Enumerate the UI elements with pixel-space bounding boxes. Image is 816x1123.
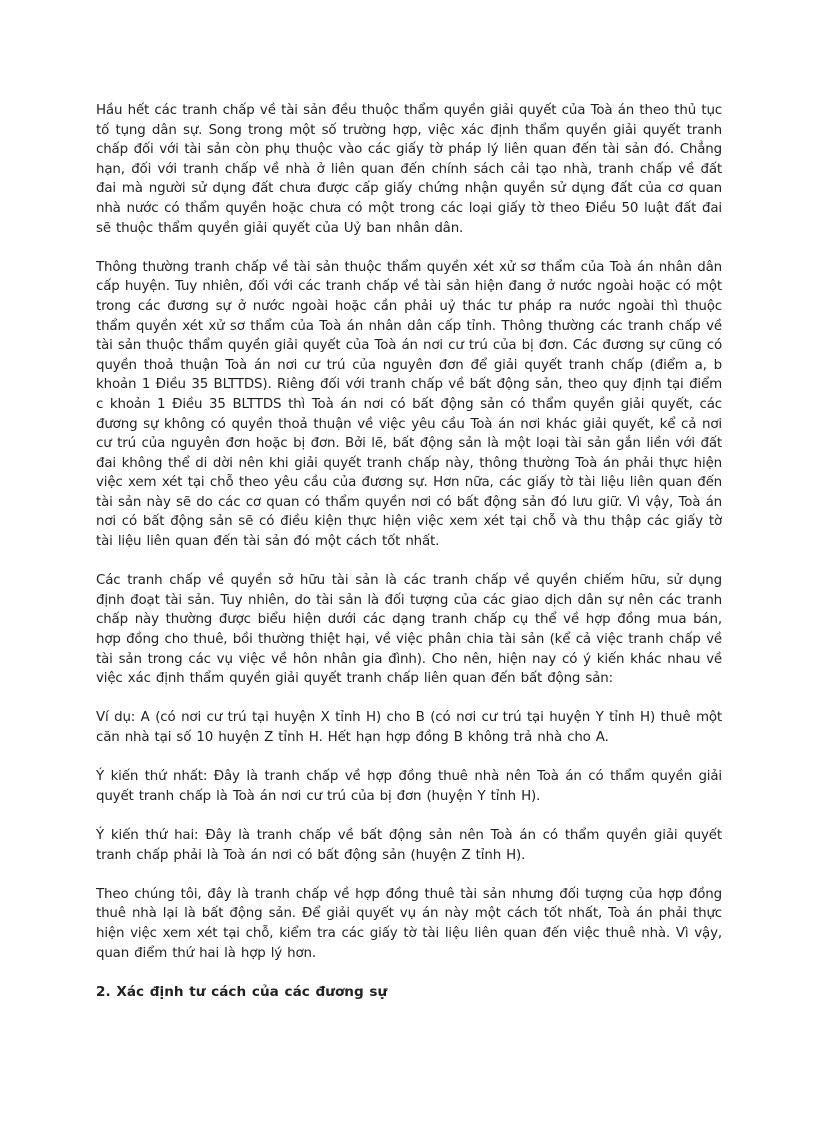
paragraph-ownership-disputes: Các tranh chấp về quyền sở hữu tài sản là các tranh chấp về quyền chiếm hữu, sử dụng định đoạt tài sản. Tuy nhiên, do tài sản là đối tượng của các giao dịch dân sự nên các tranh chấp này thường được biểu hiện dưới các dạng tranh chấp cụ thể về hợp đồng mua bán, hợp đồng cho thuê, bồi thường thiệt hại, về việc phân chia tài sản (kể cả việc tranh chấp về tài sản trong các vụ việc về hôn nhân gia đình). Cho nên, hiện nay có ý kiến khác nhau về việc xác định thẩm quyền giải quyết tranh chấp liên quan đến bất động sản: <box>96 573 722 687</box>
paragraph-first-instance-jurisdiction: Thông thường tranh chấp về tài sản thuộc thẩm quyền xét xử sơ thẩm của Toà án nhân dân cấp huyện. Tuy nhiên, đối với các tranh chấp về tài sản hiện đang ở nước ngoài hoặc có một trong các đương sự ở nước ngoài hoặc cần phải uỷ thác tư pháp ra nước ngoài thì thuộc thẩm quyền xét xử sơ thẩm của Toà án nhân dân cấp tỉnh. Thông thường các tranh chấp về tài sản thuộc thẩm quyền giải quyết của Toà án nơi cư trú của bị đơn. Các đương sự cũng có quyền thoả thuận Toà án nơi cư trú của nguyên đơn để giải quyết tranh chấp (điểm a, b khoản 1 Điều 35 BLTTDS). Riêng đối với tranh chấp về bất động sản, theo quy định tại điểm c khoản 1 Điều 35 BLTTDS thì Toà án nơi có bất động sản có thẩm quyền giải quyết, các đương sự không có quyền thoả thuận về việc yêu cầu Toà án nơi khác giải quyết, kể cả nơi cư trú của nguyên đơn hoặc bị đơn. Bởi lẽ, bất động sản là một loại tài sản gắn liền với đất đai không thể di dời nên khi giải quyết tranh chấp này, thông thường Toà án phải thực hiện việc xem xét tại chỗ theo yêu cầu của đương sự. Hơn nữa, các giấy tờ tài liệu liên quan đến tài sản này sẽ do các cơ quan có thẩm quyền nơi có bất động sản đó lưu giữ. Vì vậy, Toà án nơi có bất động sản sẽ có điều kiện thực hiện việc xem xét tại chỗ và thu thập các giấy tờ tài liệu liên quan đến tài sản đó một cách tốt nhất. <box>96 259 722 550</box>
paragraph-first-opinion: Ý kiến thứ nhất: Đây là tranh chấp về hợp đồng thuê nhà nên Toà án có thẩm quyền giải quyết tranh chấp là Toà án nơi cư trú của bị đơn (huyện Y tỉnh H). <box>96 769 722 804</box>
paragraph-second-opinion: Ý kiến thứ hai: Đây là tranh chấp về bất động sản nên Toà án có thẩm quyền giải quyết tranh chấp phải là Toà án nơi có bất động sản (huyện Z tỉnh H). <box>96 827 722 863</box>
paragraph-jurisdiction-overview: Hầu hết các tranh chấp về tài sản đều thuộc thẩm quyền giải quyết của Toà án theo thủ tục tố tụng dân sự. Song trong một số trường hợp, việc xác định thẩm quyền giải quyết tranh chấp đối với tài sản còn phụ thuộc vào các giấy tờ pháp lý liên quan đến tài sản đó. Chẳng hạn, đối với tranh chấp về nhà ở liên quan đến chính sách cải tạo nhà, tranh chấp về đất đai mà người sử dụng đất chưa được cấp giấy chứng nhận quyền sử dụng đất của cơ quan nhà nước có thẩm quyền hoặc chưa có một trong các loại giấy tờ theo Điều 50 luật đất đai sẽ thuộc thẩm quyền giải quyết của Uỷ ban nhân dân. <box>96 103 722 236</box>
section-heading: 2. Xác định tư cách của các đương sự <box>96 983 388 1000</box>
paragraph-example: Ví dụ: A (có nơi cư trú tại huyện X tỉnh H) cho B (có nơi cư trú tại huyện Y tỉnh H) thuê một căn nhà tại số 10 huyện Z tỉnh H. Hết hạn hợp đồng B không trả nhà cho A. <box>96 710 722 745</box>
document-page <box>96 101 722 1002</box>
paragraph-conclusion: Theo chúng tôi, đây là tranh chấp về hợp đồng thuê tài sản nhưng đối tượng của hợp đồng thuê nhà lại là bất động sản. Để giải quyết vụ án này một cách tốt nhất, Toà án phải thực hiện việc xem xét tại chỗ, kiểm tra các giấy tờ tài liệu liên quan đến việc thuê nhà. Vì vậy, quan điểm thứ hai là hợp lý hơn. <box>96 886 722 961</box>
